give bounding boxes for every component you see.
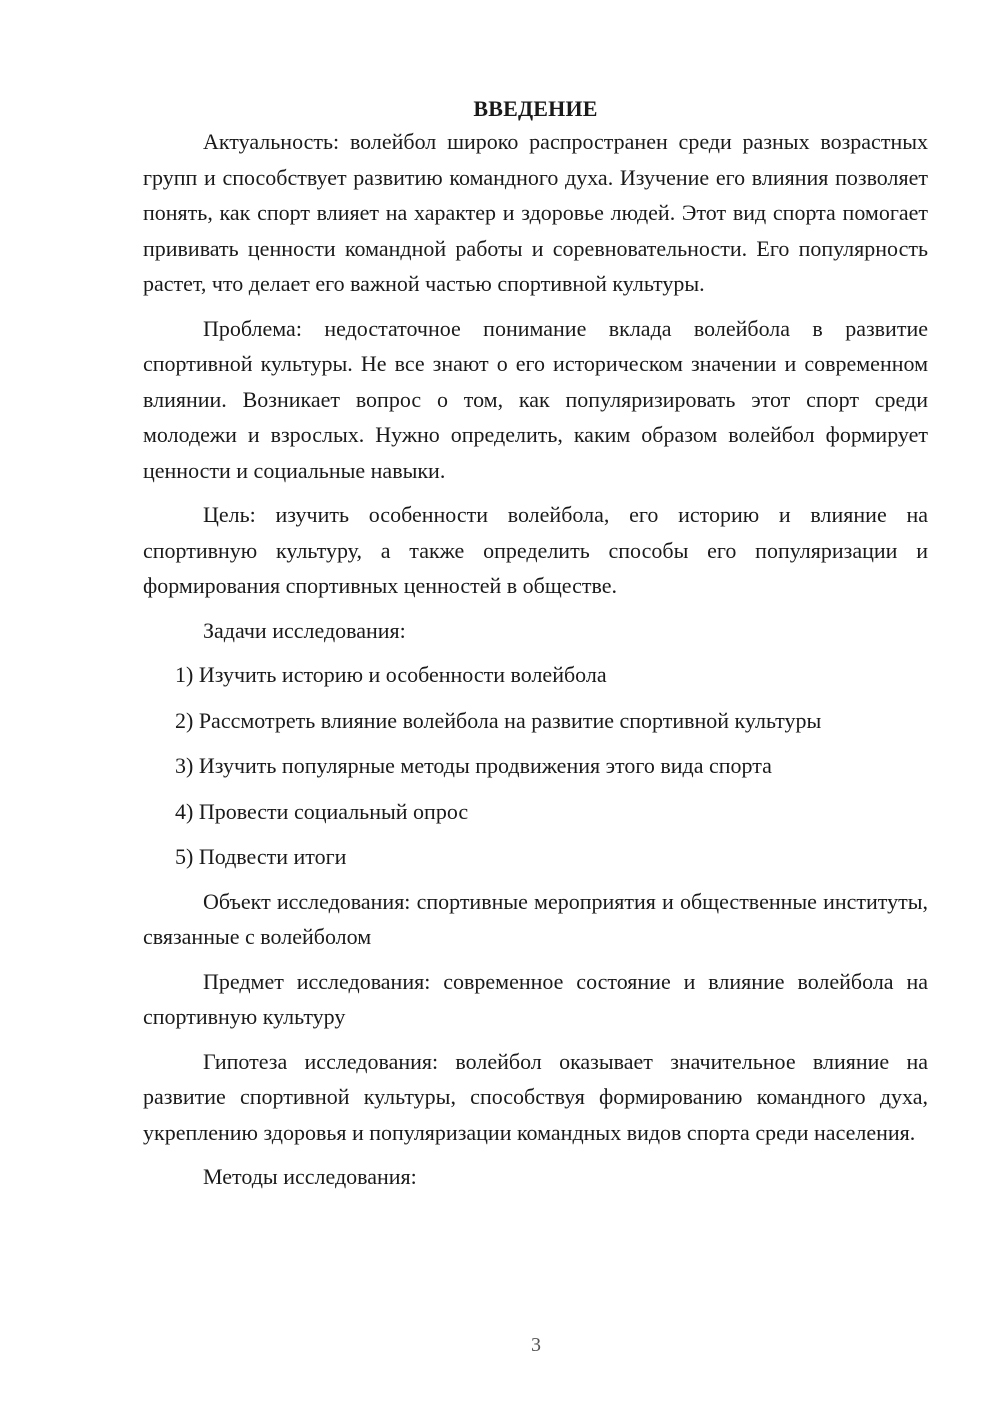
paragraph-subject: Предмет исследования: современное состояние и влияние волейбола на спортивную культуру	[143, 968, 928, 1029]
paragraph-tasks-heading: Задачи исследования:	[203, 617, 406, 643]
paragraph-hypothesis: Гипотеза исследования: волейбол оказывает значительное влияние на развитие спортивной культуры, способствуя формированию командного духа, укреплению здоровья и популяризации командных видов спорта среди населения.	[143, 1048, 928, 1145]
document-page	[143, 92, 928, 1195]
paragraph-goal: Цель: изучить особенности волейбола, его историю и влияние на спортивную культуру, а также определить способы его популяризации и формирования спортивных ценностей в обществе.	[143, 502, 928, 598]
list-item: 3) Изучить популярные методы продвижения этого вида спорта	[175, 753, 772, 778]
list-item: 2) Рассмотреть влияние волейбола на развитие спортивной культуры	[175, 707, 822, 733]
paragraph-methods: Методы исследования:	[203, 1164, 417, 1189]
paragraph-object: Объект исследования: спортивные мероприятия и общественные институты, связанные с волейболом	[143, 888, 928, 949]
section-title: ВВЕДЕНИЕ	[473, 96, 598, 121]
page-number: 3	[531, 1334, 541, 1356]
paragraph-relevance: Актуальность: волейбол широко распространен среди разных возрастных групп и способствует развитию командного духа. Изучение его влияния позволяет понять, как спорт влияет на характер и здоровье людей. Этот вид спорта помогает прививать ценности командной работы и соревновательности. Его популярность растет, что делает его важной частью спортивной культуры.	[143, 129, 928, 296]
list-item: 5) Подвести итоги	[175, 844, 347, 869]
paragraph-problem: Проблема: недостаточное понимание вклада волейбола в развитие спортивной культуры. Не все знают о его историческом значении и современном влиянии. Возникает вопрос о том, как популяризировать этот спорт среди молодежи и взрослых. Нужно определить, каким образом волейбол формирует ценности и социальные навыки.	[143, 315, 928, 483]
tasks-list	[143, 657, 928, 875]
list-item: 4) Провести социальный опрос	[175, 798, 469, 824]
list-item: 1) Изучить историю и особенности волейбола	[175, 662, 607, 687]
